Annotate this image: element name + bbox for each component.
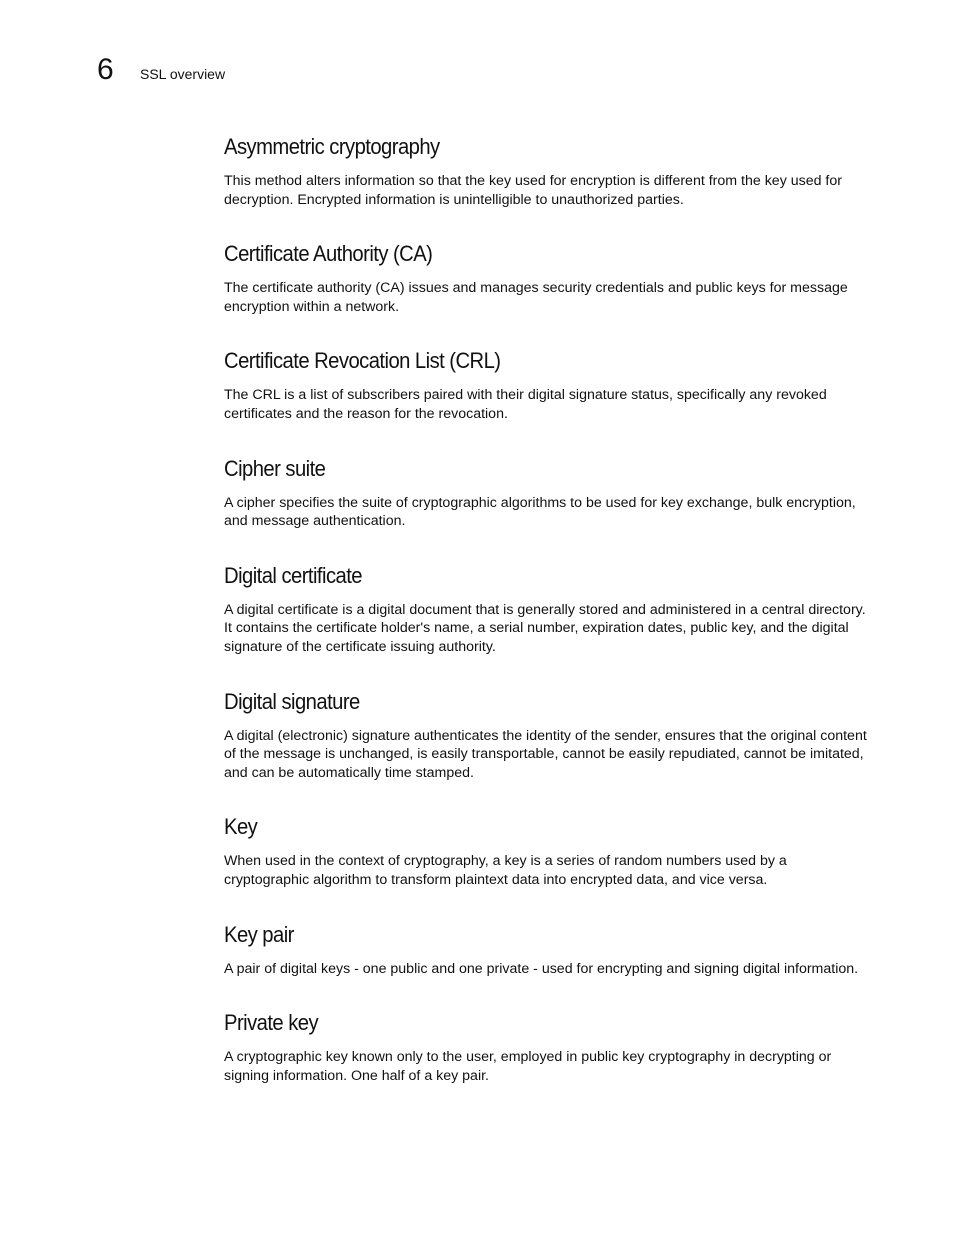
section-heading: Key bbox=[224, 814, 258, 840]
section-certificate-authority bbox=[224, 239, 872, 316]
section-heading: Cipher suite bbox=[224, 455, 326, 481]
section-heading: Certificate Authority (CA) bbox=[224, 241, 433, 267]
section-heading: Key pair bbox=[224, 921, 294, 947]
section-body: A cryptographic key known only to the user, employed in public key cryptography in decrypting or signing information. One half of a key pair. bbox=[224, 1049, 832, 1084]
section-asymmetric-cryptography bbox=[224, 132, 872, 209]
header-title: SSL overview bbox=[140, 66, 226, 82]
section-heading: Digital signature bbox=[224, 688, 360, 714]
section-private-key bbox=[224, 1008, 872, 1085]
section-heading: Private key bbox=[224, 1010, 319, 1036]
section-heading: Asymmetric cryptography bbox=[224, 134, 440, 159]
section-heading: Digital certificate bbox=[224, 562, 362, 588]
section-cipher-suite bbox=[224, 454, 872, 531]
section-heading: Certificate Revocation List (CRL) bbox=[224, 348, 501, 374]
section-body: The certificate authority (CA) issues and manages security credentials and public keys for message encryption within a network. bbox=[224, 280, 848, 315]
section-key bbox=[224, 812, 872, 889]
chapter-number: 6 bbox=[97, 53, 114, 86]
section-certificate-revocation-list bbox=[224, 346, 872, 423]
section-body: A pair of digital keys - one public and one private - used for encrypting and signing digital information. bbox=[224, 960, 859, 977]
section-body: The CRL is a list of subscribers paired with their digital signature status, specifically any revoked certificates and the reason for the revocation. bbox=[224, 387, 827, 422]
section-body: This method alters information so that the key used for encryption is different from the key used for decryption. Encrypted information is unintelligible to unauthorized parties. bbox=[224, 173, 842, 208]
section-digital-signature bbox=[224, 687, 872, 783]
section-body: When used in the context of cryptography, a key is a series of random numbers used by a cryptographic algorithm to transform plaintext data into encrypted data, and vice versa. bbox=[224, 853, 787, 888]
section-body: A digital certificate is a digital document that is generally stored and administered in a central directory. It contains the certificate holder's name, a serial number, expiration dates, public key, and the digital signature of the certificate issuing authority. bbox=[224, 601, 866, 655]
page-content bbox=[224, 132, 872, 1085]
section-key-pair bbox=[224, 920, 872, 979]
section-digital-certificate bbox=[224, 561, 872, 657]
section-body: A cipher specifies the suite of cryptographic algorithms to be used for key exchange, bulk encryption, and message authentication. bbox=[224, 494, 856, 530]
section-body: A digital (electronic) signature authenticates the identity of the sender, ensures that the original content of the message is unchanged, is easily transportable, cannot be easily repudiated, cannot be imitated, and can be automatically time stamped. bbox=[224, 727, 867, 781]
